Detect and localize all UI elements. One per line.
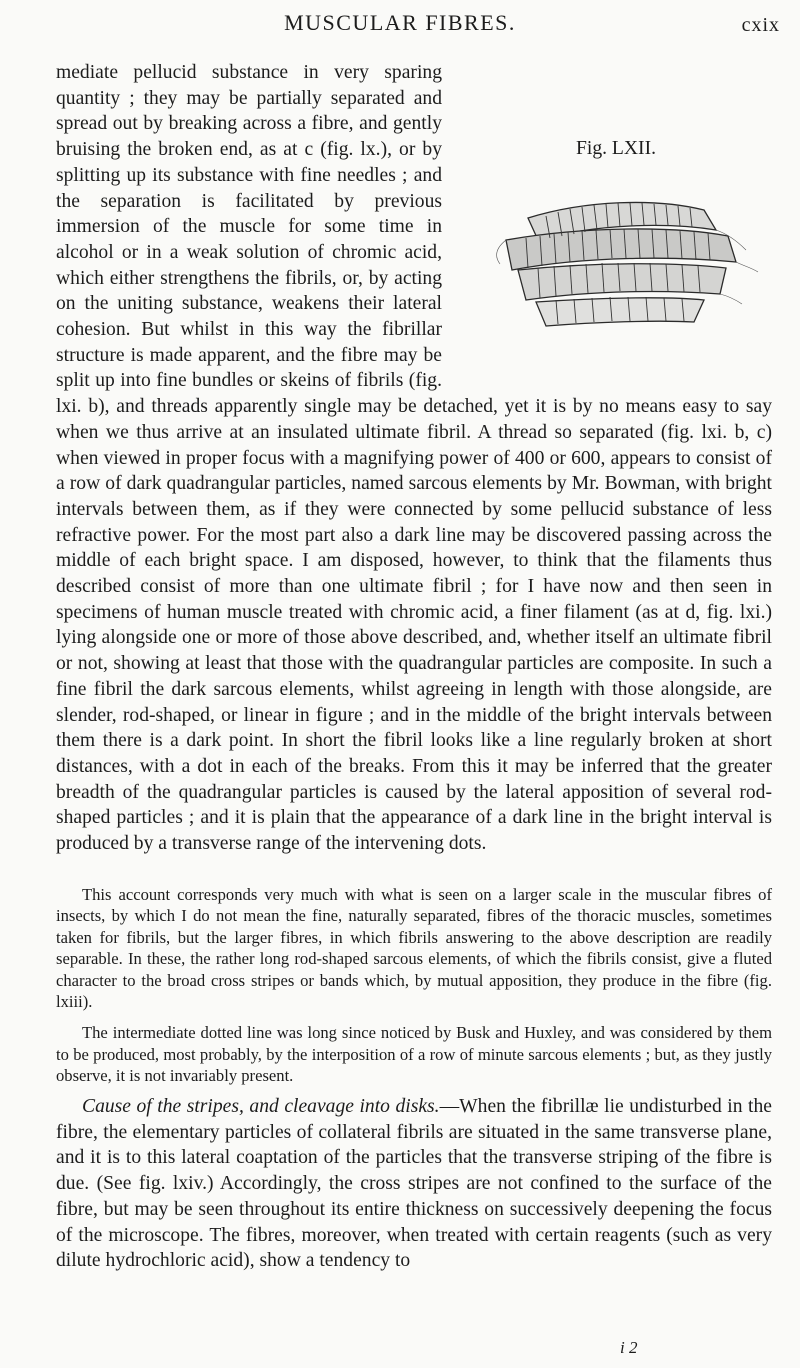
figure-lxii: [460, 60, 772, 382]
section-paragraph: [56, 1094, 772, 1274]
fibre-illustration: [466, 170, 766, 350]
figure-caption: Fig. LXII.: [575, 138, 656, 159]
section-stripes-cleavage: [56, 1094, 772, 1274]
page-header: [0, 10, 800, 42]
signature-mark: i 2: [620, 1338, 638, 1357]
note-insect-fibres: This account corresponds very much with what is seen on a larger scale in the muscular fibres of insects, by which I do not mean the fine, naturally separated, fibres of the thoracic muscles, sometimes taken for fibrils, but the larger fibres, in which fibrils answering to the above description are readily separable. In these, the rather long rod-shaped sarcous elements, of which the fibrils consist, give a fluted character to the broad cross stripes or bands which, by mutual apposition, they produce in the fibre (fig. lxiii).: [56, 885, 772, 1012]
main-text: [56, 60, 772, 857]
section-heading: Cause of the stripes, and cleavage into disks.: [82, 1096, 440, 1117]
paragraph-1: mediate pellucid substance in very sparing quantity ; they may be partially separated and spread out by breaking across a fibre, and gently bruising the broken end, as at c (fig. lx.), or by splitting up its substance with fine needles ; and the separation is facilitated by previous immersion of the muscle for some time in alcohol or in a weak solution of chromic acid, which either strengthens the fibrils, or, by acting on the uniting substance, weakens their lateral cohesion. But whilst in this way the fibrillar structure is made apparent, and the fibre may be split up into fine bundles or skeins of fibrils (fig. lxi. b), and threads apparently single may be detached, yet it is by no means easy to say when we thus arrive at an insulated ultimate fibril. A thread so separated (fig. lxi. b, c) when viewed in proper focus with a magnifying power of 400 or 600, appears to consist of a row of dark quadrangular particles, named sarcous elements by Mr. Bowman, with bright intervals between them, as if they were connected by some pellucid substance of less refractive power. For the most part also a dark line may be discovered passing across the middle of each bright space. I am disposed, however, to think that the filaments thus described consist of more than one ultimate fibril ; for I have now and then seen in specimens of human muscle treated with chromic acid, a finer filament (as at d, fig. lxi.) lying alongside one or more of those above described, and, whether itself an ultimate fibril or not, showing at least that those with the quadrangular particles are composite. In such a fine fibril the dark sarcous elements, whilst agreeing in length with those alongside, are slender, rod-shaped, or linear in figure ; and in the middle of the bright intervals between them there is a dark point. In short the fibril looks like a line regularly broken at short distances, with a dot in each of the breaks. From this it may be inferred that the greater breadth of the quadrangular particles is caused by the lateral apposition of several rod-shaped particles ; and it is plain that the appearance of a dark line in the bright interval is produced by a transverse range of the intervening dots.: [56, 62, 772, 855]
small-print-notes: [56, 884, 772, 1087]
page-number: cxix: [741, 14, 780, 36]
running-title: MUSCULAR FIBRES.: [284, 10, 516, 35]
section-text: —When the fibrillæ lie undisturbed in the fibre, the elementary particles of collateral fibrils are situated in the same transverse plane, and it is to this lateral coaptation of the particles that the transverse striping of the fibre is due. (See fig. lxiv.) Accordingly, the cross stripes are not confined to the surface of the fibre, but may be seen throughout its entire thickness on successively deepening the focus of the microscope. The fibres, moreover, when treated with certain reagents (such as very dilute hydrochloric acid), show a tendency to: [56, 1096, 772, 1272]
note-dotted-line: The intermediate dotted line was long since noticed by Busk and Huxley, and was considered by them to be produced, most probably, by the interposition of a row of minute sarcous elements ; but, as they justly observe, it is not invariably present.: [56, 1023, 772, 1086]
